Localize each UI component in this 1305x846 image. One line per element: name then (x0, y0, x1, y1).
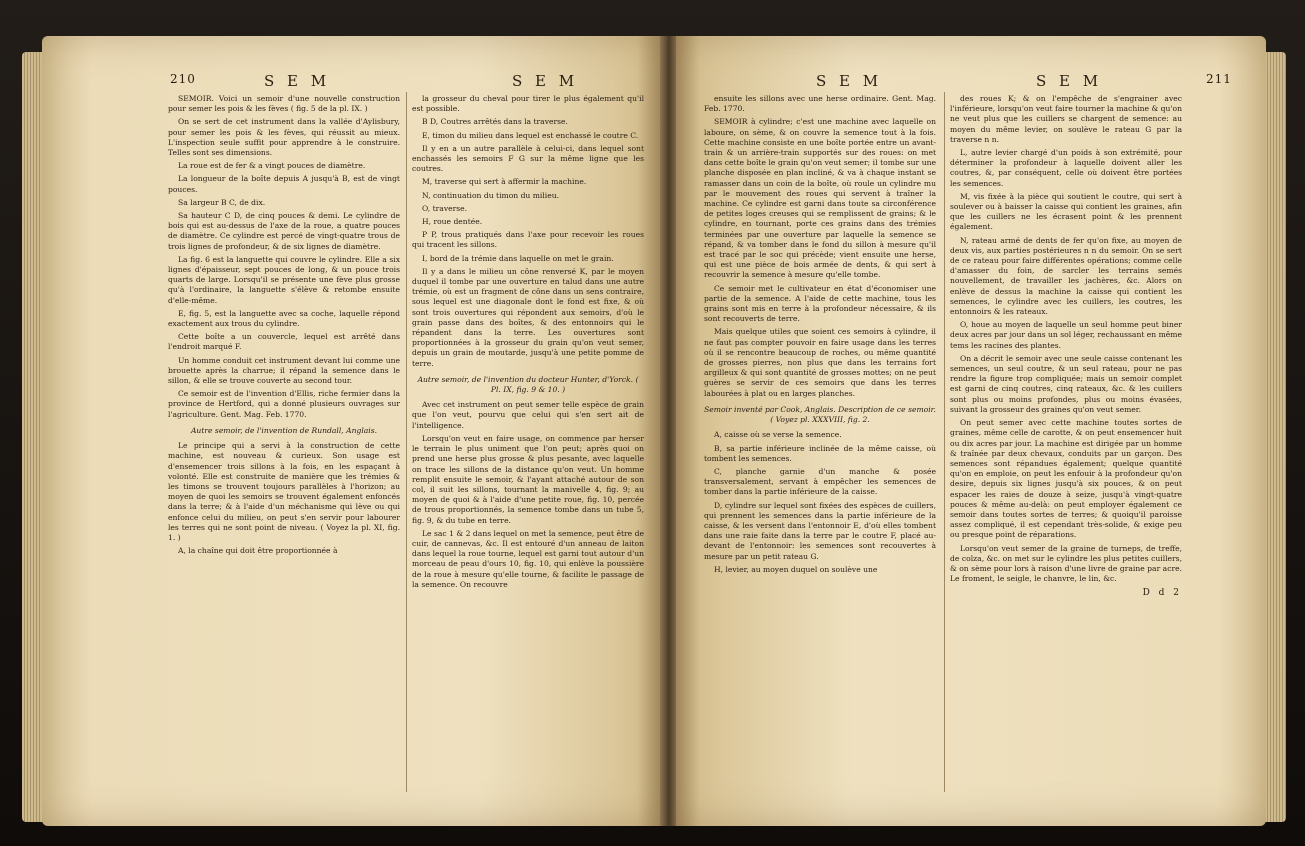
right-column-2 (950, 94, 1182, 599)
paragraph: I, bord de la trémie dans laquelle on met le grain. (422, 253, 614, 263)
paragraph: M, traverse qui sert à affermir la machine. (422, 177, 587, 187)
paragraph: M, vis fixée à la pièce qui soutient le coutre, qui sert à soulever ou à baisser la caisse qui contient les graines, afin que les cuillers ne les écrasent point & les prennent également. (950, 191, 1182, 232)
right-column-rule (944, 92, 945, 792)
paragraph: Semoir inventé par Cook, Anglais. Description de ce semoir. ( Voyez pl. XXXVIII, fig. 2. (704, 404, 936, 425)
paragraph: Ce semoir est de l'invention d'Ellis, riche fermier dans la province de Hertford, qui a donné plusieurs ouvrages sur l'agriculture. Gent. Mag. Feb. 1770. (168, 389, 400, 419)
left-header-right: S E M (512, 72, 579, 90)
paragraph: La fig. 6 est la languette qui couvre le cylindre. Elle a six lignes d'épaisseur, sept pouces de long, & un pouce trois quarts de large. Lorsqu'il se présente une fève plus grosse qu'à l'ordinaire, la languette s'élève & retombe ensuite d'elle-même. (168, 254, 400, 305)
paragraph: La roue est de fer & a vingt pouces de diamètre. (178, 161, 366, 171)
right-header-left: S E M (816, 72, 883, 90)
paragraph: Sa largeur B C, de dix. (178, 197, 266, 207)
paragraph: SEMOIR à cylindre; c'est une machine avec laquelle on laboure, on sème, & on couvre la semence tout à la fois. Cette machine consiste en une boîte portée entre un avant-train & un arrière-train supportés sur des roues: on met dans cette boîte le grain qu'on veut semer; il tombe sur une planche disposée en plan incliné, & va à chaque instant se ramasser dans un coin de la boîte, où roule un cylindre mu par le mouvement des roues qui servent à traîner la machine. Ce cylindre est garni dans toute sa circonférence de petites loges creuses qui se remplissent de grains; & le cylindre, en tournant, porte ces grains dans des trémies terminées par une ouverture par laquelle la semence se répand, & va tomber dans le fond du sillon à mesure qu'il est tracé par le soc qui précède; vient ensuite une herse, qui est une pièce de bois armée de dents, & qui sert à recouvrir la semence à mesure qu'elle tombe. (704, 117, 936, 280)
paragraph: Lorsqu'on veut en faire usage, on commence par herser le terrain le plus uniment que l'on peut; après quoi on prend une herse plus grosse & plus pesante, avec laquelle on trace les sillons de la distance qu'on veut. Un homme remplit ensuite le semoir, & l'ayant attaché autour de son col, il suit les sillons, tournant la manivelle 4, fig. 9; au moyen de quoi & à l'aide d'une petite roue, fig. 10, percée de trous proportionnés, la semence tombe dans un tube 5, fig. 9, & du tube en terre. (412, 433, 644, 525)
paragraph: des roues K; & on l'empêche de s'engrainer avec l'inférieure, lorsqu'on veut faire tourner la machine & qu'on ne veut plus que les cuillers se chargent de semence: au moyen du même levier, on soulève le rateau G par la traverse n n. (950, 94, 1182, 144)
paragraph: Il y a dans le milieu un cône renversé K, par le moyen duquel il tombe par une ouverture en talud dans une autre trémie, où est un fragment de cône dans un sens contraire, sous lequel est une diagonale dont le fond est fixe, & où sont trois ouvertures qui répondent aux semoirs, d'où le grain passe dans des boîtes, & des entonnoirs qui le répandent dans la terre. Les ouvertures sont proportionnées à la grosseur du grain qu'on veut semer, depuis un grain de moutarde, jusqu'à une petite pomme de terre. (412, 266, 644, 368)
paragraph: Il y en a un autre parallèle à celui-ci, dans lequel sont enchassés les semoirs F G sur la même ligne que les coutres. (412, 143, 644, 174)
paragraph: Mais quelque utiles que soient ces semoirs à cylindre, il ne faut pas compter pouvoir en faire usage dans les terres où il se rencontre beaucoup de roches, ou même quantité de grosses pierres, non plus que dans les terrains fort argilleux & qui sont quantité de grosses mottes; on ne peut guères se servir de ces semoirs que dans les terres labourées à plat ou en larges planches. (704, 327, 936, 398)
paragraph: B D, Coutres arrêtés dans la traverse. (422, 117, 568, 127)
paragraph: A, caisse où se verse la semence. (714, 430, 842, 440)
right-page-number: 211 (1206, 72, 1232, 86)
right-header-right: S E M (1036, 72, 1103, 90)
left-column-2 (412, 94, 644, 593)
paragraph: Sa hauteur C D, de cinq pouces & demi. Le cylindre de bois qui est au-dessus de l'axe de la roue, a quatre pouces de diamètre. Ce cylindre est percé de vingt-quatre trous de trois lignes de profondeur, & de six lignes de diamètre. (168, 211, 400, 251)
paragraph: Autre semoir, de l'invention de Rundall, Anglais. (190, 425, 378, 435)
paragraph: Ce semoir met le cultivateur en état d'économiser une partie de la semence. A l'aide de cette machine, tous les grains sont mis en terre à la profondeur nécessaire, & ils sont recouverts de terre. (704, 283, 936, 324)
paragraph: ensuite les sillons avec une herse ordinaire. Gent. Mag. Feb. 1770. (704, 94, 936, 114)
paragraph: O, traverse. (422, 203, 468, 213)
paragraph: H, levier, au moyen duquel on soulève une (714, 564, 878, 574)
paragraph: Avec cet instrument on peut semer telle espèce de grain que l'on veut, pourvu que celui qui s'en sert ait de l'intelligence. (412, 400, 644, 430)
paragraph: L, autre levier chargé d'un poids à son extrémité, pour déterminer la profondeur à laquelle doivent aller les coutres, &, par conséquent, celle où doivent être portées les semences. (950, 148, 1182, 188)
paragraph: SEMOIR. Voici un semoir d'une nouvelle construction pour semer les pois & les fèves ( fig. 5 de la pl. IX. ) (168, 94, 400, 114)
paragraph: Le principe qui a servi à la construction de cette machine, est nouveau & curieux. Son usage est d'ensemencer trois sillons à la fois, en les espaçant à volonté. Elle est construite de manière que les trémies & les timons se trouvent toujours parallèles à l'horizon; au moyen de quoi les semoirs se trouvent également enfoncés dans la terre; & à l'aide d'un méchanisme qui lève ou qui enfonce celui du milieu, on peut s'en servir pour labourer les terres qui ne sont point de niveau. ( Voyez la pl. XI, fig. 1. ) (168, 441, 400, 542)
paragraph: Lorsqu'on veut semer de la graine de turneps, de treffe, de colza, &c. on met sur le cylindre les plus petites cuillers, & on sème pour lors à raison d'une livre de graine par acre. Le froment, le seigle, le chanvre, le lin, &c. (950, 543, 1182, 584)
paragraph: B, sa partie inférieure inclinée de la même caisse, où tombent les semences. (704, 443, 936, 463)
paragraph: C, planche garnie d'un manche & posée transversalement, servant à empêcher les semences de tomber dans la partie inférieure de la caisse. (704, 466, 936, 497)
right-page (676, 36, 1266, 826)
paragraph: La longueur de la boîte depuis A jusqu'à B, est de vingt pouces. (168, 174, 400, 194)
paragraph: On peut semer avec cette machine toutes sortes de graines, même celle de carotte, & on peut ensemencer huit ou dix acres par jour. La machine est dirigée par un homme & traînée par deux chevaux, conduits par un garçon. Des semences sont répandues également; quelque quantité qu'on en emploie, on peut les enfouir à la profondeur qu'on desire, depuis six lignes jusqu'à six pouces, & on peut espacer les raies de douze à seize, jusqu'à vingt-quatre pouces & même au-delà: on peut employer également ce semoir dans toutes sortes de terres; & quoiqu'il paroisse assez compliqué, il est cependant très-solide, & exige peu ou presque point de réparations. (950, 418, 1182, 540)
paragraph: Le sac 1 & 2 dans lequel on met la semence, peut être de cuir, de cannevas, &c. Il est entouré d'un anneau de laiton dans lequel la roue tourne, lequel est garni tout autour d'un morceau de peau d'ours 10, fig. 10, qui enlève la poussière de la roue à mesure qu'elle tourne, & facilite le passage de la semence. On recouvre (412, 528, 644, 589)
paragraph: E, fig. 5, est la languette avec sa coche, laquelle répond exactement aux trous du cylindre. (168, 308, 400, 329)
paragraph: D, cylindre sur lequel sont fixées des espèces de cuillers, qui prennent les semences dans la partie inférieure de la caisse, & les versent dans l'entonnoir E, d'où elles tombent dans une raie faite dans la terre par le coutre F, placé au-devant de l'entonnoir: les semences sont recouvertes à mesure par un petit rateau G. (704, 500, 936, 561)
paragraph: O, houe au moyen de laquelle un seul homme peut biner deux acres par jour dans un sol léger, rechaussant en même tems les racines des plantes. (950, 320, 1182, 350)
left-header-left: S E M (264, 72, 331, 90)
paragraph: Autre semoir, de l'invention du docteur Hunter, d'Yorck. ( Pl. IX, fig. 9 & 10. ) (417, 374, 639, 395)
left-page (42, 36, 662, 826)
left-page-edges (22, 52, 44, 822)
paragraph: A, la chaîne qui doit être proportionnée à (178, 546, 338, 556)
left-column-1 (168, 94, 400, 559)
paragraph: P P, trous pratiqués dans l'axe pour recevoir les roues qui tracent les sillons. (412, 230, 644, 250)
right-column-1 (704, 94, 936, 578)
paragraph: E, timon du milieu dans lequel est enchassé le coutre C. (422, 130, 639, 140)
left-page-number: 210 (170, 72, 196, 86)
right-page-edges (1264, 52, 1286, 822)
paragraph: On se sert de cet instrument dans la vallée d'Aylisbury, pour semer les pois & les fèves, qui réussit au mieux. L'inspection seule suffit pour apprendre à le construire. Telles sont ses dimensions. (168, 117, 400, 158)
paragraph: N, rateau armé de dents de fer qu'on fixe, au moyen de deux vis, aux parties postérieures n n du semoir. On se sert de ce rateau pour faire différentes opérations; comme celle d'amasser du foin, de sarcler les terrains semés nouvellement, de travailler les jachères, &c. Alors on enlève de dessus la machine la caisse qui contient les semences, le cylindre avec les cuillers, les coutres, les entonnoirs & les rateaux. (950, 235, 1182, 317)
paragraph: Cette boîte a un couvercle, lequel est arrêté dans l'endroit marqué F. (168, 332, 400, 352)
paragraph: Un homme conduit cet instrument devant lui comme une brouette après la charrue; il répand la semence dans le sillon, & elle se trouve couverte au second tour. (168, 355, 400, 386)
signature-mark: D d 2 (1142, 588, 1182, 599)
left-column-rule (406, 92, 407, 792)
paragraph: N, continuation du timon du milieu. (422, 190, 560, 200)
paragraph: la grosseur du cheval pour tirer le plus également qu'il est possible. (412, 94, 644, 114)
paragraph: H, roue dentée. (422, 217, 483, 227)
paragraph: On a décrit le semoir avec une seule caisse contenant les semences, un seul coutre, & un seul rateau, pour ne pas rendre la figure trop compliquée; mais un semoir complet est garni de cinq coutres, cinq rateaux, &c. & les cuillers sont plus ou moins profondes, plus ou moins évasées, suivant la grosseur des graines qu'on veut semer. (950, 353, 1182, 414)
